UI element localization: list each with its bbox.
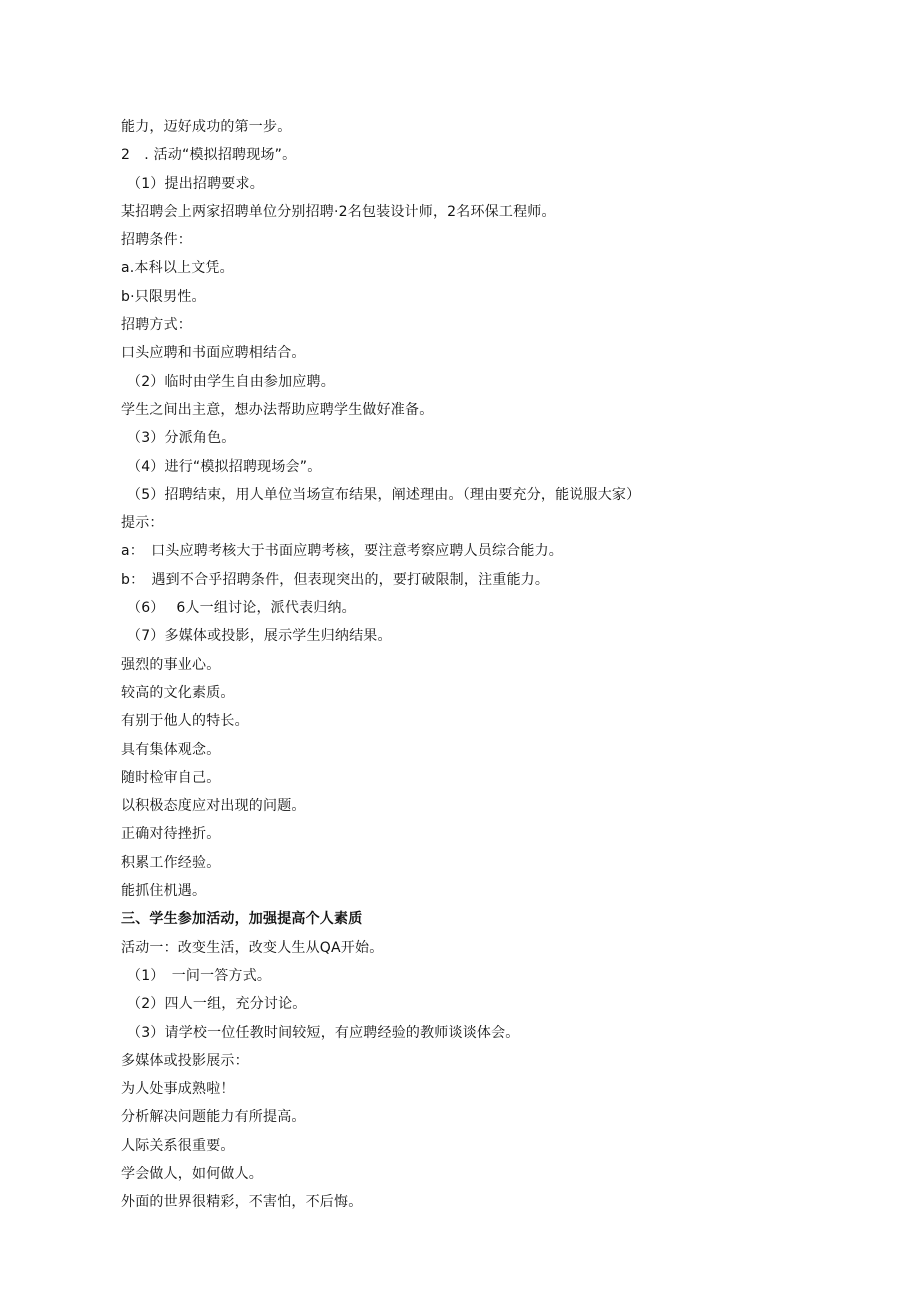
body-paragraph: 积累工作经验。 bbox=[121, 854, 221, 871]
body-paragraph: 分析解决问题能力有所提高。 bbox=[121, 1109, 306, 1126]
list-item: （3）分派角色。 bbox=[127, 430, 236, 447]
list-item: （2）四人一组，充分讨论。 bbox=[127, 996, 307, 1013]
list-item: （6） 6人一组讨论，派代表归纳。 bbox=[127, 600, 356, 617]
body-paragraph: 提示： bbox=[121, 515, 164, 532]
section-heading: 三、学生参加活动，加强提高个人素质 bbox=[121, 911, 363, 928]
list-item: a.本科以上文凭。 bbox=[121, 260, 234, 277]
body-paragraph: 正确对待挫折。 bbox=[121, 826, 221, 843]
body-paragraph: 学生之间出主意，想办法帮助应聘学生做好准备。 bbox=[121, 401, 434, 418]
list-item: b·只限男性。 bbox=[121, 288, 206, 305]
body-paragraph: 活动一：改变生活，改变人生从QA开始。 bbox=[121, 939, 384, 956]
list-item: （5）招聘结束，用人单位当场宣布结果，阐述理由。（理由要充分，能说服大家） bbox=[127, 486, 641, 503]
list-item: （7）多媒体或投影，展示学生归纳结果。 bbox=[127, 628, 392, 645]
list-item: （3）请学校一位任教时间较短，有应聘经验的教师谈谈体会。 bbox=[127, 1024, 520, 1041]
body-paragraph: 人际关系很重要。 bbox=[121, 1137, 235, 1154]
list-item: （2）临时由学生自由参加应聘。 bbox=[127, 373, 335, 390]
body-paragraph: 学会做人，如何做人。 bbox=[121, 1165, 263, 1182]
body-paragraph: 多媒体或投影展示： bbox=[121, 1052, 249, 1069]
body-paragraph: 能抓住机遇。 bbox=[121, 883, 207, 900]
body-paragraph: 较高的文化素质。 bbox=[121, 684, 235, 701]
body-paragraph: 有别于他人的特长。 bbox=[121, 713, 249, 730]
body-paragraph: 某招聘会上两家招聘单位分别招聘·2名包装设计师，2名环保工程师。 bbox=[121, 203, 556, 220]
list-item: a： 口头应聘考核大于书面应聘考核，要注意考察应聘人员综合能力。 bbox=[121, 543, 563, 560]
list-item: （4）进行“模拟招聘现场会”。 bbox=[127, 458, 322, 475]
body-paragraph: 招聘方式： bbox=[121, 317, 192, 334]
activity-heading: 2 . 活动“模拟招聘现场”。 bbox=[121, 147, 297, 164]
body-paragraph: 招聘条件： bbox=[121, 232, 192, 249]
body-paragraph: 以积极态度应对出现的问题。 bbox=[121, 798, 306, 815]
body-paragraph: 能力，迈好成功的第一步。 bbox=[121, 119, 292, 135]
body-paragraph: 为人处事成熟啦！ bbox=[121, 1081, 235, 1098]
body-paragraph: 具有集体观念。 bbox=[121, 741, 221, 758]
list-item: b： 遇到不合乎招聘条件，但表现突出的，要打破限制，注重能力。 bbox=[121, 571, 550, 588]
body-paragraph: 随时检审自己。 bbox=[121, 769, 221, 786]
body-paragraph: 外面的世界很精彩，不害怕，不后悔。 bbox=[121, 1194, 363, 1211]
list-item: （1） 一问一答方式。 bbox=[127, 967, 272, 984]
body-paragraph: 口头应聘和书面应聘相结合。 bbox=[121, 345, 306, 362]
document-body bbox=[121, 113, 821, 1217]
list-item: （1）提出招聘要求。 bbox=[127, 175, 264, 192]
body-paragraph: 强烈的事业心。 bbox=[121, 656, 221, 673]
